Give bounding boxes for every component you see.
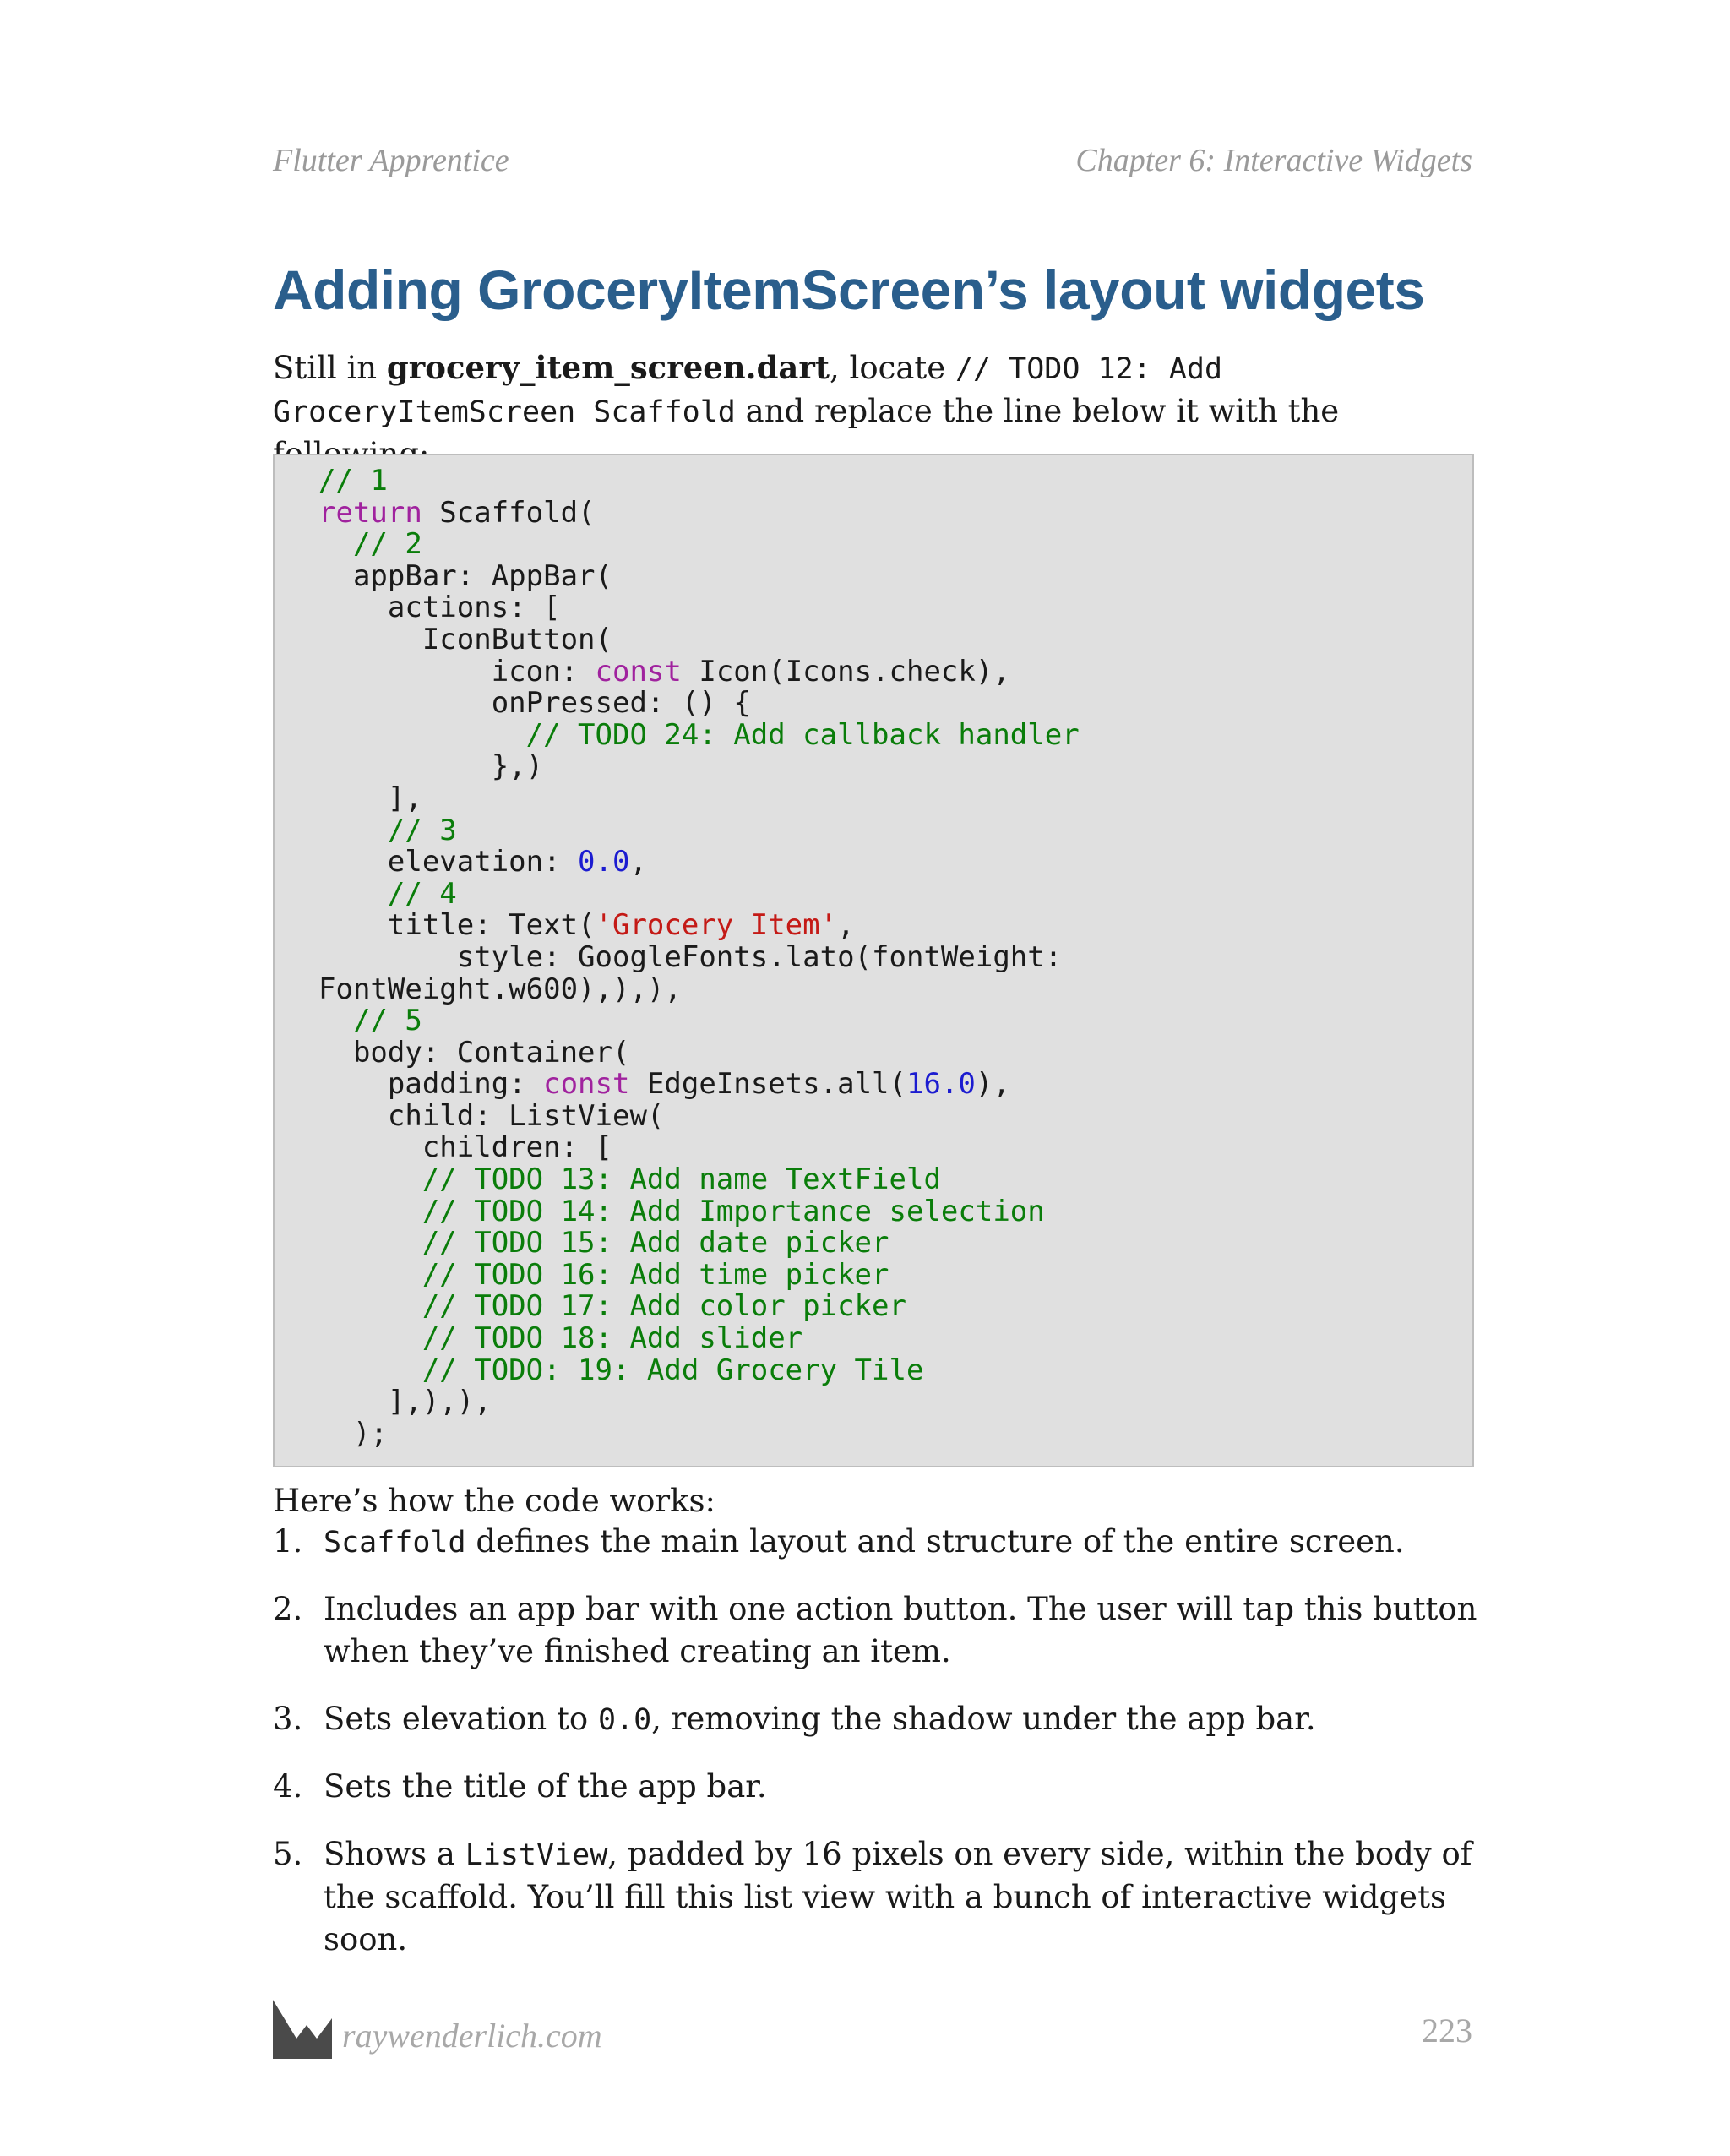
code-line — [318, 466, 1472, 498]
chapter-title: Chapter 6: Interactive Widgets — [1075, 143, 1472, 178]
code-token: // TODO 17: Add color picker — [318, 1289, 906, 1324]
code-line — [318, 1323, 1472, 1355]
code-line — [318, 1196, 1472, 1228]
intro-prefix: Still in — [273, 350, 387, 386]
intro-todo-code: // TODO 12: Add GroceryItemScreen Scaffold — [273, 352, 1223, 429]
running-header — [273, 142, 1472, 179]
code-token: ], — [318, 781, 422, 815]
code-token: const — [595, 654, 682, 689]
list-text — [324, 1521, 1481, 1564]
code-token: , — [837, 908, 855, 943]
code-token: // TODO 24: Add callback handler — [318, 717, 1080, 752]
code-line — [318, 876, 1472, 911]
list-text-before: Shows a — [324, 1836, 465, 1872]
code-token: appBar: AppBar( — [318, 558, 612, 593]
code-line — [318, 717, 1472, 752]
intro-middle: , locate — [830, 350, 955, 386]
code-line — [318, 815, 1472, 847]
code-line — [318, 688, 1472, 720]
code-line — [318, 624, 1472, 656]
intro-suffix: and replace the line below it with the — [745, 393, 1340, 429]
footer-site: raywenderlich.com — [342, 2017, 602, 2055]
list-inline-code: ListView — [465, 1838, 608, 1872]
list-item — [273, 1833, 1481, 1961]
code-line — [318, 1386, 1472, 1418]
code-token: icon: — [318, 654, 596, 689]
code-token: // 4 — [318, 876, 457, 911]
code-token: actions: [ — [318, 591, 561, 625]
list-inline-code: Scaffold — [324, 1526, 466, 1560]
list-text — [324, 1766, 1481, 1808]
page-number: 223 — [1422, 2012, 1472, 2050]
code-token: , — [629, 845, 647, 879]
list-text — [324, 1588, 1481, 1673]
list-text-before: Sets elevation to — [324, 1701, 598, 1737]
code-line — [318, 1037, 1472, 1070]
code-token: body: Container( — [318, 1035, 630, 1070]
code-token: style: GoogleFonts.lato(fontWeight: — [318, 939, 1063, 974]
code-token: elevation: — [318, 845, 579, 879]
list-text — [324, 1698, 1481, 1741]
list-number: 3. — [273, 1701, 303, 1737]
code-line — [318, 1228, 1472, 1260]
code-block — [273, 454, 1474, 1467]
list-text-before: Includes an app bar with one action button. The user will tap this button when they’ve finished creating an item. — [324, 1591, 1477, 1669]
code-line — [318, 1005, 1472, 1037]
code-token: // 5 — [318, 1004, 422, 1038]
code-line — [318, 558, 1472, 593]
code-token: // 2 — [318, 527, 422, 562]
code-token: // TODO 15: Add date picker — [318, 1226, 889, 1260]
code-token: return — [318, 495, 422, 530]
code-line — [318, 656, 1472, 689]
list-number: 4. — [273, 1768, 303, 1805]
code-line — [318, 751, 1472, 783]
code-token: ],),), — [318, 1385, 492, 1419]
code-line — [318, 910, 1472, 942]
list-text — [324, 1833, 1481, 1961]
list-number: 1. — [273, 1523, 303, 1560]
code-token: // TODO 14: Add Importance selection — [318, 1194, 1045, 1228]
code-line — [318, 1164, 1472, 1196]
code-token: },) — [318, 749, 544, 784]
intro-filename: grocery_item_screen.dart — [386, 349, 830, 386]
code-line — [318, 1132, 1472, 1164]
list-item — [273, 1766, 1481, 1808]
code-line — [318, 495, 1472, 530]
code-line — [318, 783, 1472, 815]
code-line — [318, 939, 1472, 974]
code-token: children: [ — [318, 1130, 612, 1165]
code-line — [318, 529, 1472, 561]
list-text-after: , padded by 16 pixels on every side, within the body of the scaffold. You’ll fill this list view with a bunch of interactive widgets soon. — [324, 1836, 1472, 1957]
code-line — [318, 1418, 1472, 1451]
list-item — [273, 1588, 1481, 1673]
code-token: // 1 — [318, 464, 388, 498]
code-token: 'Grocery Item' — [595, 908, 838, 943]
code-token: 0.0 — [578, 845, 630, 879]
code-line — [318, 1291, 1472, 1323]
code-token: ); — [318, 1416, 388, 1451]
list-inline-code: 0.0 — [597, 1703, 652, 1737]
code-token: // TODO 18: Add slider — [318, 1321, 803, 1356]
code-token: const — [543, 1067, 630, 1102]
code-line — [318, 847, 1472, 879]
book-title: Flutter Apprentice — [273, 143, 509, 178]
list-item — [273, 1521, 1481, 1564]
code-line — [318, 1098, 1472, 1133]
explanation-intro: Here’s how the code works: — [273, 1483, 715, 1519]
code-token: 16.0 — [906, 1067, 976, 1102]
list-text-after: , removing the shadow under the app bar. — [651, 1701, 1316, 1737]
code-token: // TODO 13: Add name TextField — [318, 1162, 941, 1197]
code-line — [318, 1069, 1472, 1101]
code-line — [318, 974, 1472, 1006]
code-token: FontWeight.w600),),), — [318, 972, 682, 1006]
code-token: onPressed: () { — [318, 686, 751, 721]
list-number: 5. — [273, 1836, 303, 1872]
section-title: Adding GroceryItemScreen’s layout widgets — [273, 259, 1425, 321]
list-text-after: defines the main layout and structure of the entire screen. — [465, 1523, 1405, 1560]
code-token: // TODO: 19: Add Grocery Tile — [318, 1353, 924, 1387]
code-token: ), — [975, 1067, 1010, 1102]
code-token: EdgeInsets.all( — [629, 1067, 906, 1102]
code-token: IconButton( — [318, 622, 612, 656]
list-item — [273, 1698, 1481, 1741]
code-token: child: ListView( — [318, 1098, 665, 1133]
raywenderlich-logo-icon — [273, 2000, 332, 2059]
list-text-before: Sets the title of the app bar. — [324, 1768, 767, 1805]
code-line — [318, 1257, 1472, 1292]
code-token: // TODO 16: Add time picker — [318, 1257, 889, 1292]
code-token: padding: — [318, 1067, 544, 1102]
code-token: Icon(Icons.check), — [681, 654, 1010, 689]
code-line — [318, 1355, 1472, 1387]
code-token: title: Text( — [318, 908, 596, 943]
code-line — [318, 592, 1472, 624]
list-number: 2. — [273, 1591, 303, 1627]
code-token: Scaffold( — [422, 495, 596, 530]
code-token: // 3 — [318, 813, 457, 847]
